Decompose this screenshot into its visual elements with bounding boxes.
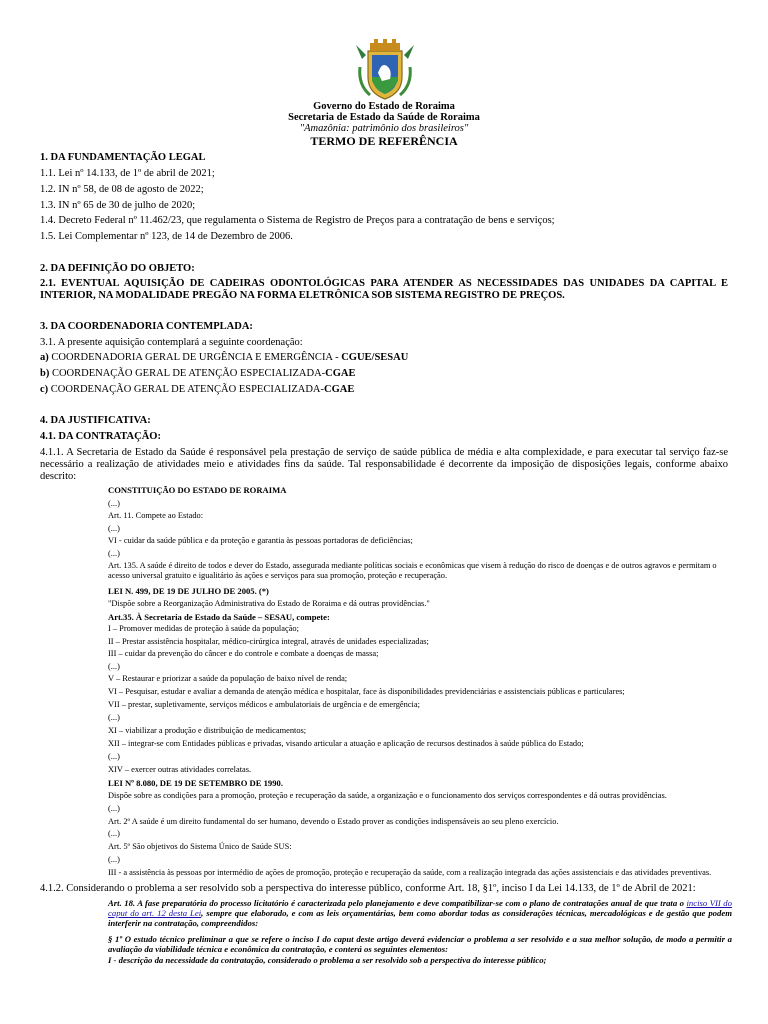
- header-government: Governo do Estado de Roraima: [313, 101, 455, 112]
- quote-line: VI - cuidar da saúde pública e da proteção e garantia às pessoas portadoras de deficiências;: [108, 536, 413, 545]
- quote-line: Art. 11. Compete ao Estado:: [108, 511, 204, 520]
- art-18-quote: Art. 18. A fase preparatória do processo licitatório é caracterizada pelo planejamento e deve compatibilizar-se com o plano de contratações anual de que trata o inciso VII do caput do art. 12 desta Lei, sempre que elaborado, e com as leis orçamentárias, bem como abordar todas as considerações técnicas, mercadológicas e de gestão que podem interferir na contratação, compreendidos:: [108, 898, 732, 929]
- quote-line: (...): [108, 662, 120, 671]
- quote-line: Art. 135. A saúde é direito de todos e dever do Estado, assegurada mediante políticas sociais e econômicas que visem à redução do risco de doenças e de outros agravos e permitam o acesso universal gratuito e igualitário às ações e serviços para sua promoção, proteção e recuperação.: [108, 561, 717, 580]
- quote-line: V – Restaurar e priorizar a saúde da população de baixo nível de renda;: [108, 674, 348, 683]
- section-1-item: 1.3. IN nº 65 de 30 de julho de 2020;: [40, 200, 196, 211]
- quote-line: (...): [108, 549, 120, 558]
- quote-heading: LEI Nº 8.080, DE 19 DE SETEMBRO DE 1990.: [108, 778, 283, 788]
- quote-line: III - a assistência às pessoas por intermédio de ações de promoção, proteção e recuperação da saúde, com a realização integrada das ações assistenciais e das atividades preventivas.: [108, 868, 712, 877]
- quote-heading: LEI N. 499, DE 19 DE JULHO DE 2005. (*): [108, 586, 269, 596]
- section-1-item: 1.1. Lei nº 14.133, de 1º de abril de 2021;: [40, 168, 215, 179]
- quote-line: XII – integrar-se com Entidades públicas e privadas, visando articular a atuação e aplicação de recursos destinados à saúde pública do Estado;: [108, 739, 584, 748]
- quote-heading: Art.35. À Secretaria de Estado da Saúde – SESAU, compete:: [108, 612, 330, 622]
- inciso-vii-link[interactable]: inciso VII do caput do art. 12 desta Lei: [108, 898, 732, 919]
- quote-line: "Dispõe sobre a Reorganização Administrativa do Estado de Roraima e dá outras providências.": [108, 599, 430, 608]
- quote-line: (...): [108, 804, 120, 813]
- header-motto: "Amazônia: patrimônio dos brasileiros": [299, 123, 469, 134]
- coordination-item: a) COORDENADORIA GERAL DE URGÊNCIA E EMERGÊNCIA - CGUE/SESAU: [40, 352, 409, 363]
- quote-heading: CONSTITUIÇÃO DO ESTADO DE RORAIMA: [108, 485, 287, 495]
- coordination-item: c) COORDENAÇÃO GERAL DE ATENÇÃO ESPECIALIZADA-CGAE: [40, 384, 355, 395]
- paragraph-4-1-1: 4.1.1. A Secretaria de Estado da Saúde é responsável pela prestação de serviço de saúde pública de média e alta complexidade, e para executar tal serviço faz-se necessário a realização de atividades meio e atividades fins da saúde. Tal responsabilidade é decorrente da imposição de disposições legais, conforme abaixo descrito:: [40, 447, 728, 482]
- paragraph-1-quote: § 1º O estudo técnico preliminar a que se refere o inciso I do caput deste artigo deverá evidenciar o problema a ser resolvido e a sua melhor solução, de modo a permitir a avaliação da viabilidade técnica e econômica da contratação, e conterá os seguintes elementos:: [108, 934, 732, 955]
- quote-line: (...): [108, 855, 120, 864]
- header-secretariat: Secretaria de Estado da Saúde de Roraima: [288, 112, 480, 123]
- quote-line: (...): [108, 829, 120, 838]
- section-1-item: 1.2. IN nº 58, de 08 de agosto de 2022;: [40, 184, 204, 195]
- section-1-heading: 1. DA FUNDAMENTAÇÃO LEGAL: [40, 152, 206, 163]
- quote-line: VII – prestar, supletivamente, serviços médicos e ambulatoriais de urgência e de emergência;: [108, 700, 420, 709]
- quote-line: (...): [108, 752, 120, 761]
- quote-line: I – Promover medidas de proteção à saúde da população;: [108, 624, 299, 633]
- coordination-item: b) COORDENAÇÃO GERAL DE ATENÇÃO ESPECIALIZADA-CGAE: [40, 368, 356, 379]
- section-4-1-heading: 4.1. DA CONTRATAÇÃO:: [40, 431, 161, 442]
- quote-line: (...): [108, 524, 120, 533]
- section-1-item: 1.5. Lei Complementar nº 123, de 14 de Dezembro de 2006.: [40, 231, 293, 242]
- quote-line: XI – viabilizar a produção e distribuição de medicamentos;: [108, 726, 307, 735]
- quote-line: XIV – exercer outras atividades correlatas.: [108, 765, 252, 774]
- quote-line: Dispõe sobre as condições para a promoção, proteção e recuperação da saúde, a organização e o funcionamento dos serviços correspondentes e dá outras providências.: [108, 791, 667, 800]
- section-3-heading: 3. DA COORDENADORIA CONTEMPLADA:: [40, 321, 253, 332]
- quote-line: (...): [108, 499, 120, 508]
- section-2-heading: 2. DA DEFINIÇÃO DO OBJETO:: [40, 263, 195, 274]
- section-4-heading: 4. DA JUSTIFICATIVA:: [40, 415, 151, 426]
- section-1-item: 1.4. Decreto Federal nº 11.462/23, que regulamenta o Sistema de Registro de Preços para a contratação de bens e serviços;: [40, 215, 555, 226]
- document-title: TERMO DE REFERÊNCIA: [310, 134, 458, 148]
- quote-line: II – Prestar assistência hospitalar, médico-cirúrgica integral, através de unidades especializadas;: [108, 637, 429, 646]
- quote-line: (...): [108, 713, 120, 722]
- quote-line: Art. 2º A saúde é um direito fundamental do ser humano, devendo o Estado prover as condições indispensáveis ao seu pleno exercício.: [108, 817, 559, 826]
- paragraph-4-1-2: 4.1.2. Considerando o problema a ser resolvido sob a perspectiva do interesse público, conforme Art. 18, §1º, inciso I da Lei 14.133, de 1º de Abril de 2021:: [40, 883, 696, 894]
- inciso-i-quote: I - descrição da necessidade da contratação, considerado o problema a ser resolvido sob a perspectiva do interesse público;: [108, 955, 547, 965]
- roraima-coat-of-arms-logo: [352, 37, 418, 103]
- section-3-intro: 3.1. A presente aquisição contemplará a seguinte coordenação:: [40, 337, 303, 348]
- object-definition: 2.1. EVENTUAL AQUISIÇÃO DE CADEIRAS ODONTOLÓGICAS PARA ATENDER AS NECESSIDADES DAS UNIDADES DA CAPITAL E INTERIOR, NA MODALIDADE PREGÃO NA FORMA ELETRÔNICA SOB SISTEMA REGISTRO DE PREÇOS.: [40, 278, 728, 301]
- quote-line: III – cuidar da prevenção do câncer e do controle e combate a doenças de massa;: [108, 649, 379, 658]
- quote-line: VI – Pesquisar, estudar e avaliar a demanda de atenção médica e hospitalar, face às disponibilidades previdenciárias e assistenciais públicas e particulares;: [108, 687, 625, 696]
- quote-line: Art. 5º São objetivos do Sistema Único de Saúde SUS:: [108, 842, 292, 851]
